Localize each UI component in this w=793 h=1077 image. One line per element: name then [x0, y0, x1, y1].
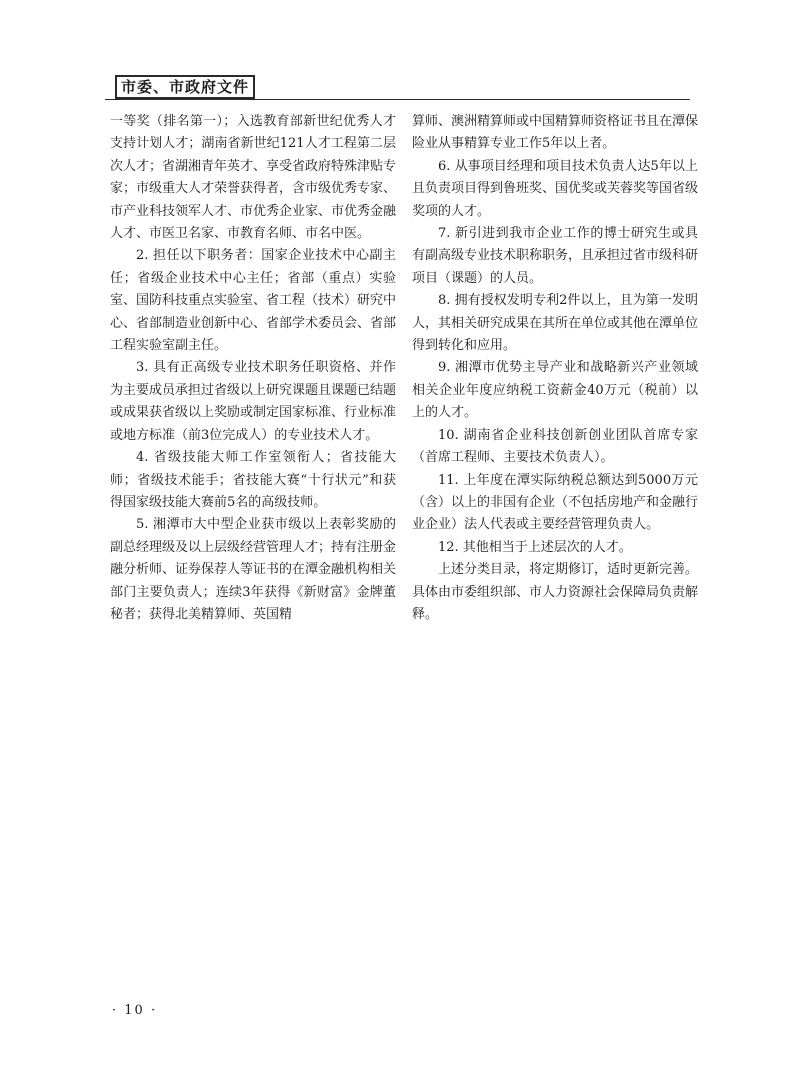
paragraph: 11. 上年度在潭实际纳税总额达到5000万元（含）以上的非国有企业（不包括房地产和金融行业企业）法人代表或主要经营管理负责人。: [412, 472, 699, 533]
left-column: [110, 111, 396, 626]
paragraph: 6. 从事项目经理和项目技术负责人达5年以上且负责项目得到鲁班奖、国优奖或芙蓉奖等国省级奖项的人才。: [412, 158, 699, 219]
paragraph: 9. 湘潭市优势主导产业和战略新兴产业领域相关企业年度应纳税工资薪金40万元（税前）以上的人才。: [412, 360, 698, 421]
paragraph: 8. 拥有授权发明专利2件以上，且为第一发明人，其相关研究成果在其所在单位或其他在潭单位得到转化和应用。: [412, 293, 699, 354]
paragraph: 7. 新引进到我市企业工作的博士研究生或具有副高级专业技术职称职务，且承担过省市级科研项目（课题）的人员。: [412, 226, 699, 286]
paragraph: 4. 省级技能大师工作室领衔人；省技能大师；省级技术能手；省技能大赛“十行状元”和获得国家级技能大赛前5名的高级技师。: [110, 450, 396, 510]
paragraph: 上述分类目录，将定期修订，适时更新完善。具体由市委组织部、市人力资源社会保障局负责解释。: [412, 562, 699, 622]
paragraph: 2. 担任以下职务者：国家企业技术中心副主任；省级企业技术中心主任；省部（重点）实验室、国防科技重点实验室、省工程（技术）研究中心、省部制造业创新中心、省部学术委员会、省部工程实验室副主任。: [110, 248, 397, 354]
running-header: [105, 72, 690, 102]
paragraph-continued: 算师、澳洲精算师或中国精算师资格证书且在潭保险业从事精算专业工作5年以上者。: [412, 114, 699, 152]
paragraph: 10. 湖南省企业科技创新创业团队首席专家（首席工程师、主要技术负责人）。: [412, 427, 698, 466]
right-column: [412, 111, 698, 626]
paragraph-continued: 一等奖（排名第一）；入选教育部新世纪优秀人才支持计划人才；湖南省新世纪121人才工程第二层次人才；省湖湘青年英才、享受省政府特殊津贴专家；市级重大人才荣誉获得者，含市级优秀专家、市产业科技领军人才、市优秀企业家、市优秀金融人才、市医卫名家、市教育名师、市名中医。: [110, 114, 397, 242]
page-number: · 10 ·: [112, 1003, 158, 1018]
paragraph: 5. 湘潭市大中型企业获市级以上表彰奖励的副总经理级及以上层级经营管理人才；持有注册金融分析师、证券保荐人等证书的在潭金融机构相关部门主要负责人；连续3年获得《新财富》金牌董秘者；获得北美精算师、英国精: [110, 517, 397, 622]
paragraph: 12. 其他相当于上述层次的人才。: [438, 539, 632, 555]
section-title: 市委、市政府文件: [115, 75, 255, 99]
paragraph: 3. 具有正高级专业技术职务任职资格、并作为主要成员承担过省级以上研究课题且课题已结题或成果获省级以上奖励或制定国家标准、行业标准或地方标准（前3位完成人）的专业技术人才。: [110, 360, 397, 443]
header-rule: [105, 99, 690, 100]
